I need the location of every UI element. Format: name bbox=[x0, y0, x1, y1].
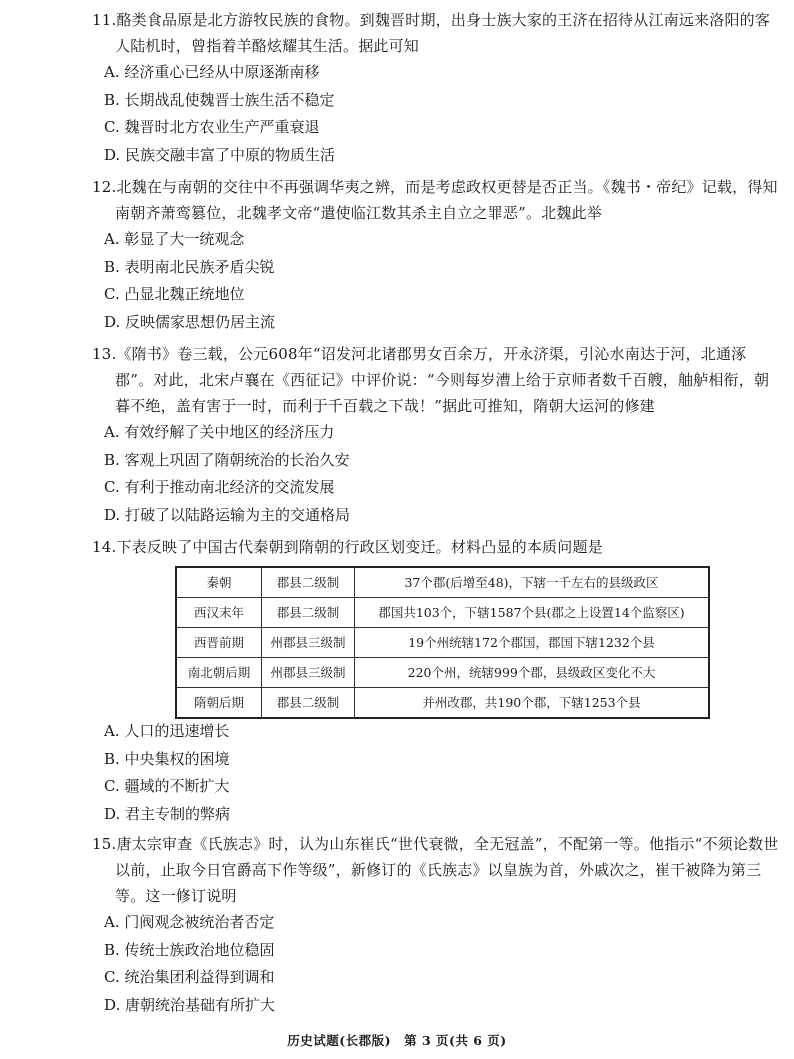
table-cell-system: 郡县二级制 bbox=[262, 567, 355, 598]
administrative-division-table bbox=[175, 566, 710, 719]
option-a: A. 经济重心已经从中原逐渐南移 bbox=[104, 63, 320, 81]
option-b: B. 客观上巩固了隋朝统治的长治久安 bbox=[104, 450, 350, 469]
table-cell-detail: 郡国共103个，下辖1587个县(郡之上设置14个监察区) bbox=[355, 598, 710, 628]
option-c: C. 有利于推动南北经济的交流发展 bbox=[104, 478, 335, 496]
option-b: B. 长期战乱使魏晋士族生活不稳定 bbox=[104, 90, 335, 109]
table-cell-system: 郡县二级制 bbox=[262, 688, 355, 719]
table-cell-dynasty: 西汉末年 bbox=[176, 598, 262, 628]
table-row bbox=[176, 628, 709, 658]
question-stem: 13.《隋书》卷三载，公元608年“诏发河北诸郡男女百余万，开永济渠，引沁水南达于河，北通涿郡”。对此，北宋卢襄在《西征记》中评价说：“今则每岁漕上给于京师者数千百艘，舳舻相衔，朝暮不绝，盖有害于一时，而利于千百载之下哉！”据此可推知，隋朝大运河的修建 bbox=[92, 345, 770, 415]
table-row bbox=[176, 688, 709, 719]
question-12 bbox=[92, 174, 782, 336]
table-cell-detail: 19个州统辖172个郡国，郡国下辖1232个县 bbox=[355, 628, 710, 658]
option-d: D. 反映儒家思想仍居主流 bbox=[104, 312, 276, 331]
option-b: B. 传统士族政治地位稳固 bbox=[104, 940, 275, 959]
option-a: A. 彰显了大一统观念 bbox=[104, 230, 245, 248]
table-row bbox=[176, 598, 709, 628]
question-stem: 15.唐太宗审查《氏族志》时，认为山东崔氏“世代衰微，全无冠盖”，不配第一等。他指示“不须论数世以前，止取今日官爵高下作等级”，新修订的《氏族志》以皇族为首，外戚次之，崔干被降为第三等。这一修订说明 bbox=[92, 835, 779, 905]
table-row bbox=[176, 567, 709, 598]
option-a: A. 有效纾解了关中地区的经济压力 bbox=[104, 423, 335, 441]
table-cell-dynasty: 隋朝后期 bbox=[176, 688, 262, 719]
option-c: C. 魏晋时北方农业生产严重衰退 bbox=[104, 118, 320, 136]
option-d: D. 君主专制的弊病 bbox=[104, 804, 231, 823]
question-13 bbox=[92, 341, 782, 529]
option-b: B. 表明南北民族矛盾尖锐 bbox=[104, 257, 275, 276]
table-cell-system: 州郡县三级制 bbox=[262, 628, 355, 658]
option-a: A. 人口的迅速增长 bbox=[104, 722, 230, 740]
table-cell-system: 郡县二级制 bbox=[262, 598, 355, 628]
option-c: C. 统治集团利益得到调和 bbox=[104, 968, 275, 986]
question-stem: 11.酪类食品原是北方游牧民族的食物。到魏晋时期，出身士族大家的王济在招待从江南远来洛阳的客人陆机时，曾指着羊酪炫耀其生活。据此可知 bbox=[92, 11, 771, 55]
question-14-options bbox=[92, 718, 782, 828]
option-a: A. 门阀观念被统治者否定 bbox=[104, 913, 275, 931]
table-cell-system: 州郡县三级制 bbox=[262, 658, 355, 688]
option-d: D. 民族交融丰富了中原的物质生活 bbox=[104, 145, 336, 164]
table-cell-dynasty: 西晋前期 bbox=[176, 628, 262, 658]
option-c: C. 凸显北魏正统地位 bbox=[104, 285, 245, 303]
question-11 bbox=[92, 7, 782, 169]
table-cell-detail: 并州改郡，共190个郡，下辖1253个县 bbox=[355, 688, 710, 719]
table-cell-dynasty: 南北朝后期 bbox=[176, 658, 262, 688]
question-14-stem-block bbox=[92, 534, 782, 560]
question-stem: 14.下表反映了中国古代秦朝到隋朝的行政区划变迁。材料凸显的本质问题是 bbox=[92, 538, 603, 556]
table-cell-dynasty: 秦朝 bbox=[176, 567, 262, 598]
table-row bbox=[176, 658, 709, 688]
page-footer: 历史试题(长郡版) 第 3 页(共 6 页) bbox=[287, 1033, 507, 1048]
question-15 bbox=[92, 831, 782, 1019]
question-stem: 12.北魏在与南朝的交往中不再强调华夷之辨，而是考虑政权更替是否正当。《魏书・帝纪》记载，得知南朝齐萧鸾篡位，北魏孝文帝“遣使临江数其杀主自立之罪恶”。北魏此举 bbox=[92, 178, 778, 222]
option-d: D. 唐朝统治基础有所扩大 bbox=[104, 995, 276, 1014]
table-cell-detail: 220个州，统辖999个郡，县级政区变化不大 bbox=[355, 658, 710, 688]
option-c: C. 疆域的不断扩大 bbox=[104, 777, 230, 795]
option-d: D. 打破了以陆路运输为主的交通格局 bbox=[104, 505, 351, 524]
table-cell-detail: 37个郡(后增至48)，下辖一千左右的县级政区 bbox=[355, 567, 710, 598]
option-b: B. 中央集权的困境 bbox=[104, 749, 230, 768]
